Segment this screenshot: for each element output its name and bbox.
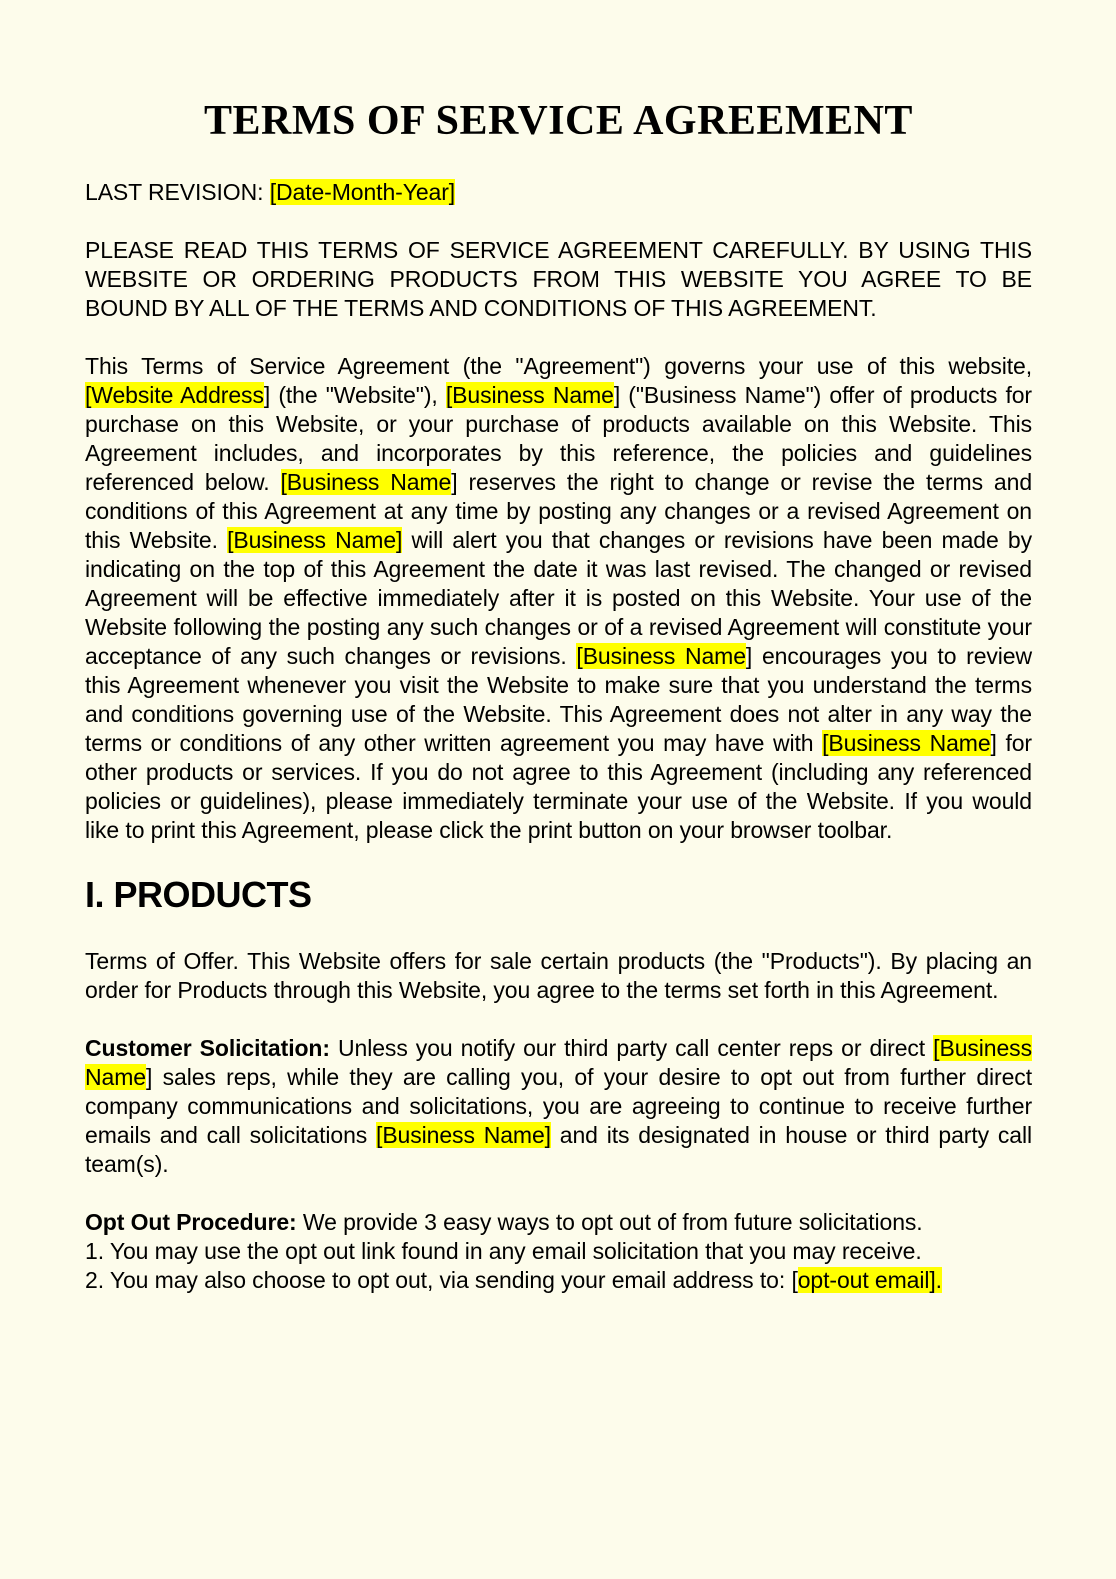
highlighted-placeholder: [Business Name]	[376, 1122, 551, 1148]
text-segment: will alert you that changes or revisions have been made by indicating on the top of this Agreement the date it was last revised. The changed or revised Agreement will be effective immediately after it is posted on this Website. Your use of the Website following the posting any such changes or of a revised Agreement will constitute your acceptance of any such changes or revisions.	[85, 527, 1032, 669]
text-segment: Terms of Offer. This Website offers for sale certain products (the "Products"). By placing an order for Products through this Website, you agree to the terms set forth in this Agreement.	[85, 948, 1032, 1003]
highlighted-placeholder: [Business Name	[85, 1035, 1032, 1090]
text-segment: ] encourages you to review this Agreement whenever you visit the Website to make sure that you understand the terms and conditions governing use of the Website. This Agreement does not alter in any way the terms or conditions of any other written agreement you may have with	[85, 643, 1032, 756]
notice-paragraph	[85, 236, 1032, 323]
terms-of-offer-paragraph	[85, 947, 1032, 1005]
customer-solicitation-paragraph	[85, 1034, 1032, 1179]
text-segment: ] ("Business Name") offer of products for purchase on this Website, or your purchase of products available on this Website. This Agreement includes, and incorporates by this reference, the policies and guidelines referenced below.	[85, 382, 1032, 495]
highlighted-placeholder: [Business Name	[280, 469, 452, 495]
last-revision-line	[85, 178, 1032, 207]
text-segment: and its designated in house or third party call team(s).	[85, 1122, 1032, 1177]
highlighted-placeholder: [Website Address	[85, 382, 264, 408]
text-segment: PLEASE READ THIS TERMS OF SERVICE AGREEMENT CAREFULLY. BY USING THIS WEBSITE OR ORDERING PRODUCTS FROM THIS WEBSITE YOU AGREE TO BE BOUND BY ALL OF THE TERMS AND CONDITIONS OF THIS AGREEMENT.	[85, 237, 1032, 321]
highlighted-placeholder: [Business Name	[445, 382, 614, 408]
document-body	[85, 178, 1032, 1295]
opt-out-procedure-paragraph	[85, 1208, 1032, 1295]
text-segment: ] sales reps, while they are calling you, of your desire to opt out from further direct company communications and solicitations, you are agreeing to continue to receive further emails and call solicitations	[85, 1064, 1032, 1148]
text-segment: LAST REVISION:	[85, 179, 270, 205]
text-segment: Opt Out Procedure:	[85, 1209, 297, 1235]
text-segment: ] for other products or services. If you do not agree to this Agreement (including any referenced policies or guidelines), please immediately terminate your use of the Website. If you would like to print this Agreement, please click the print button on your browser toolbar.	[85, 730, 1032, 843]
highlighted-placeholder: [Business Name	[822, 730, 991, 756]
highlighted-placeholder: opt-out email].	[797, 1267, 942, 1293]
agreement-overview-paragraph	[85, 352, 1032, 845]
highlighted-placeholder: [Business Name]	[227, 527, 403, 553]
highlighted-placeholder: [Business Name	[576, 643, 746, 669]
text-segment: We provide 3 easy ways to opt out of from future solicitations.	[296, 1209, 923, 1235]
document-title: TERMS OF SERVICE AGREEMENT	[204, 98, 913, 144]
text-segment: Customer Solicitation:	[85, 1035, 330, 1061]
text-segment: ] (the "Website"),	[263, 382, 446, 408]
text-segment: 2. You may also choose to opt out, via sending your email address to: [	[85, 1267, 798, 1293]
text-segment: ] reserves the right to change or revise the terms and conditions of this Agreement at any time by posting any changes or a revised Agreement on this Website.	[85, 469, 1033, 553]
highlighted-placeholder: [Date-Month-Year]	[269, 179, 456, 205]
text-segment: Unless you notify our third party call center reps or direct	[329, 1035, 934, 1061]
section-heading-products: I. PRODUCTS	[85, 874, 312, 915]
text-segment: 1. You may use the opt out link found in any email solicitation that you may receive.	[85, 1238, 922, 1264]
text-segment: This Terms of Service Agreement (the "Agreement") governs your use of this website,	[85, 353, 1032, 379]
